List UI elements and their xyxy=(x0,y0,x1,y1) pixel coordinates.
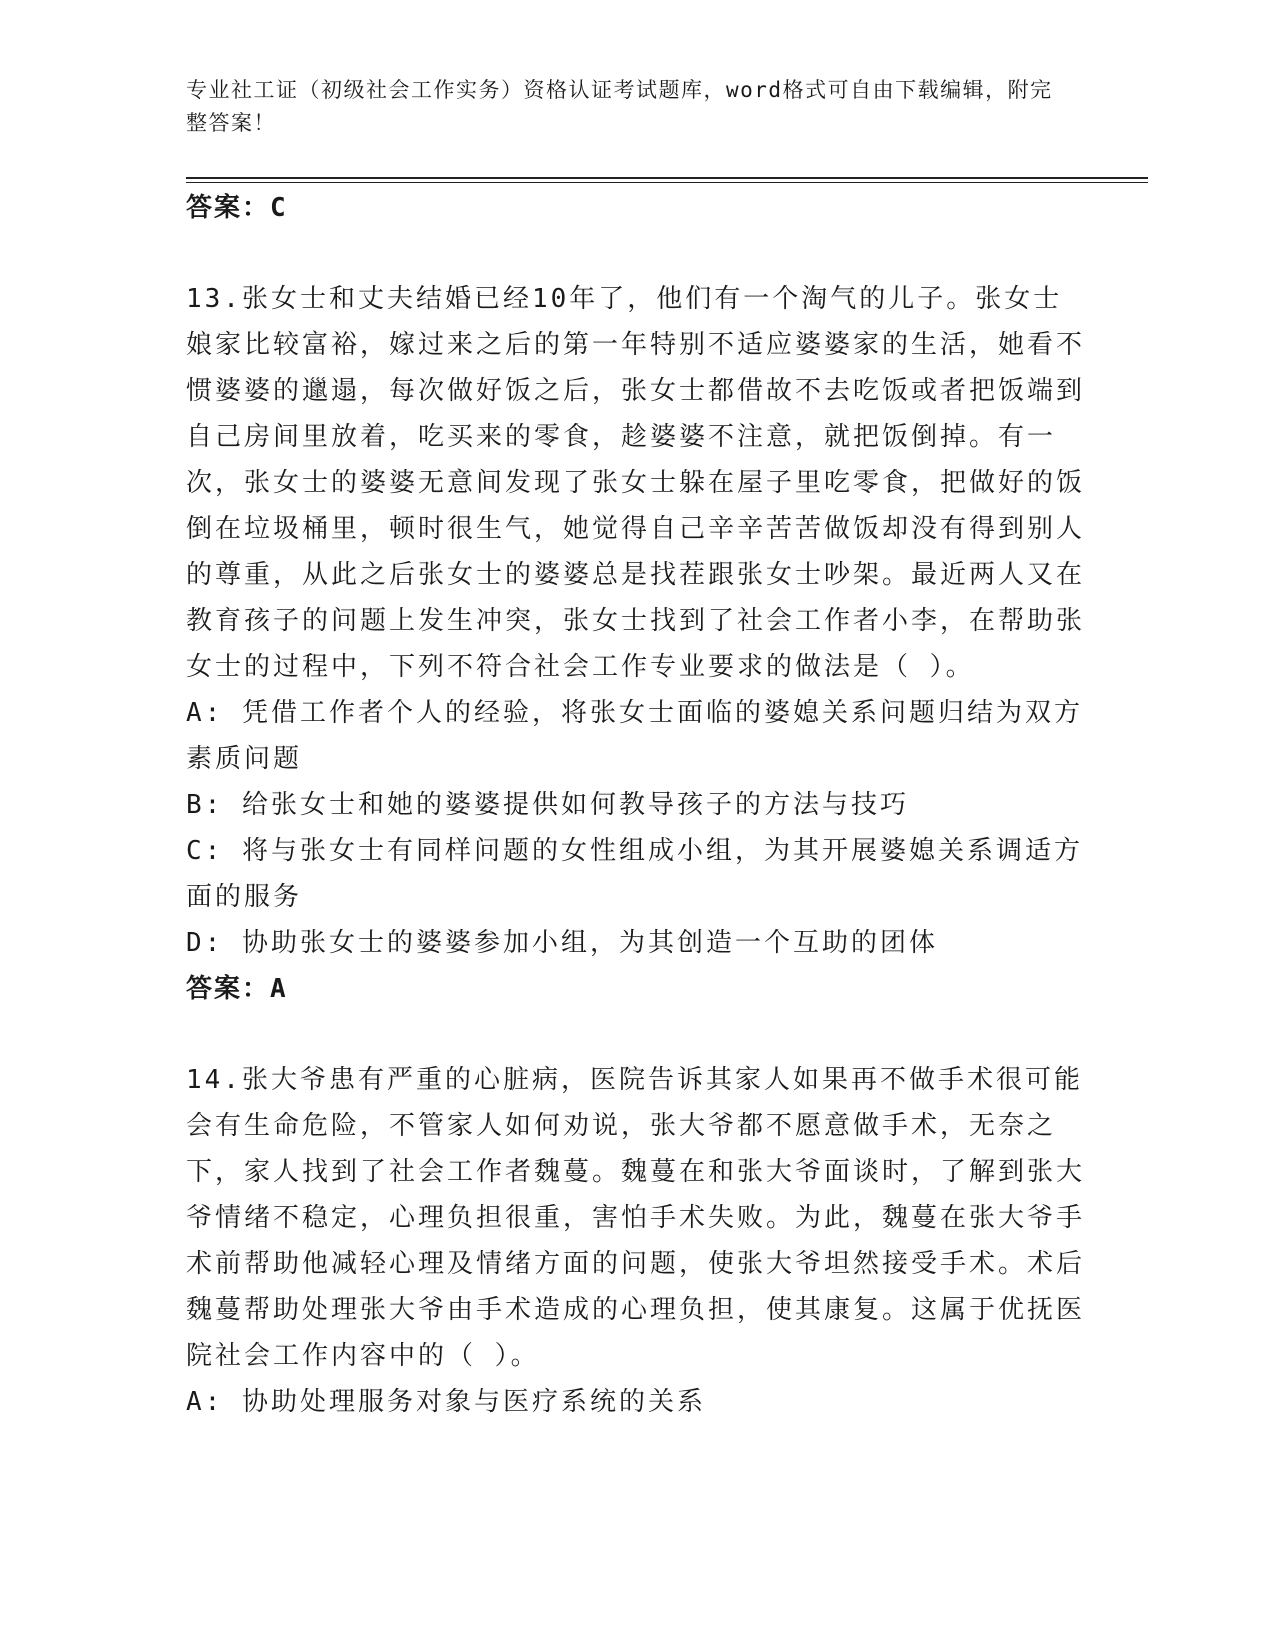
previous-answer: 答案：C xyxy=(186,193,288,223)
spacer xyxy=(186,1012,1086,1057)
header-divider-thick xyxy=(186,177,1148,179)
document-body xyxy=(186,185,1086,1425)
question-14 xyxy=(186,1057,1086,1425)
spacer xyxy=(186,231,1086,276)
question-stem: 13.张女士和丈夫结婚已经10年了，他们有一个淘气的儿子。张女士娘家比较富裕，嫁过来之后的第一年特别不适应婆婆家的生活，她看不惯婆婆的邋遢，每次做好饭之后，张女士都借故不去吃饭或者把饭端到自己房间里放着，吃买来的零食，趁婆婆不注意，就把饭倒掉。有一次，张女士的婆婆无意间发现了张女士躲在屋子里吃零食，把做好的饭倒在垃圾桶里，顿时很生气，她觉得自己辛辛苦苦做饭却没有得到别人的尊重，从此之后张女士的婆婆总是找茬跟张女士吵架。最近两人又在教育孩子的问题上发生冲突，张女士找到了社会工作者小李，在帮助张女士的过程中，下列不符合社会工作专业要求的做法是（ ）。 xyxy=(186,284,1086,682)
option-a: A: 凭借工作者个人的经验，将张女士面临的婆媳关系问题归结为双方素质问题 xyxy=(186,698,1083,774)
option-a: A: 协助处理服务对象与医疗系统的关系 xyxy=(186,1387,706,1417)
header-divider-thin xyxy=(186,182,1148,183)
option-d: D: 协助张女士的婆婆参加小组，为其创造一个互助的团体 xyxy=(186,928,938,958)
option-b: B: 给张女士和她的婆婆提供如何教导孩子的方法与技巧 xyxy=(186,790,909,820)
option-c: C: 将与张女士有同样问题的女性组成小组，为其开展婆媳关系调适方面的服务 xyxy=(186,836,1083,912)
question-answer: 答案：A xyxy=(186,974,288,1004)
question-stem: 14.张大爷患有严重的心脏病，医院告诉其家人如果再不做手术很可能会有生命危险，不管家人如何劝说，张大爷都不愿意做手术，无奈之下，家人找到了社会工作者魏蔓。魏蔓在和张大爷面谈时，了解到张大爷情绪不稳定，心理负担很重，害怕手术失败。为此，魏蔓在张大爷手术前帮助他减轻心理及情绪方面的问题，使张大爷坦然接受手术。术后魏蔓帮助处理张大爷由手术造成的心理负担，使其康复。这属于优抚医院社会工作内容中的（ ）。 xyxy=(186,1065,1086,1371)
page-header: 专业社工证（初级社会工作实务）资格认证考试题库，word格式可自由下载编辑，附完整答案！ xyxy=(186,78,1053,135)
question-13 xyxy=(186,276,1086,1012)
